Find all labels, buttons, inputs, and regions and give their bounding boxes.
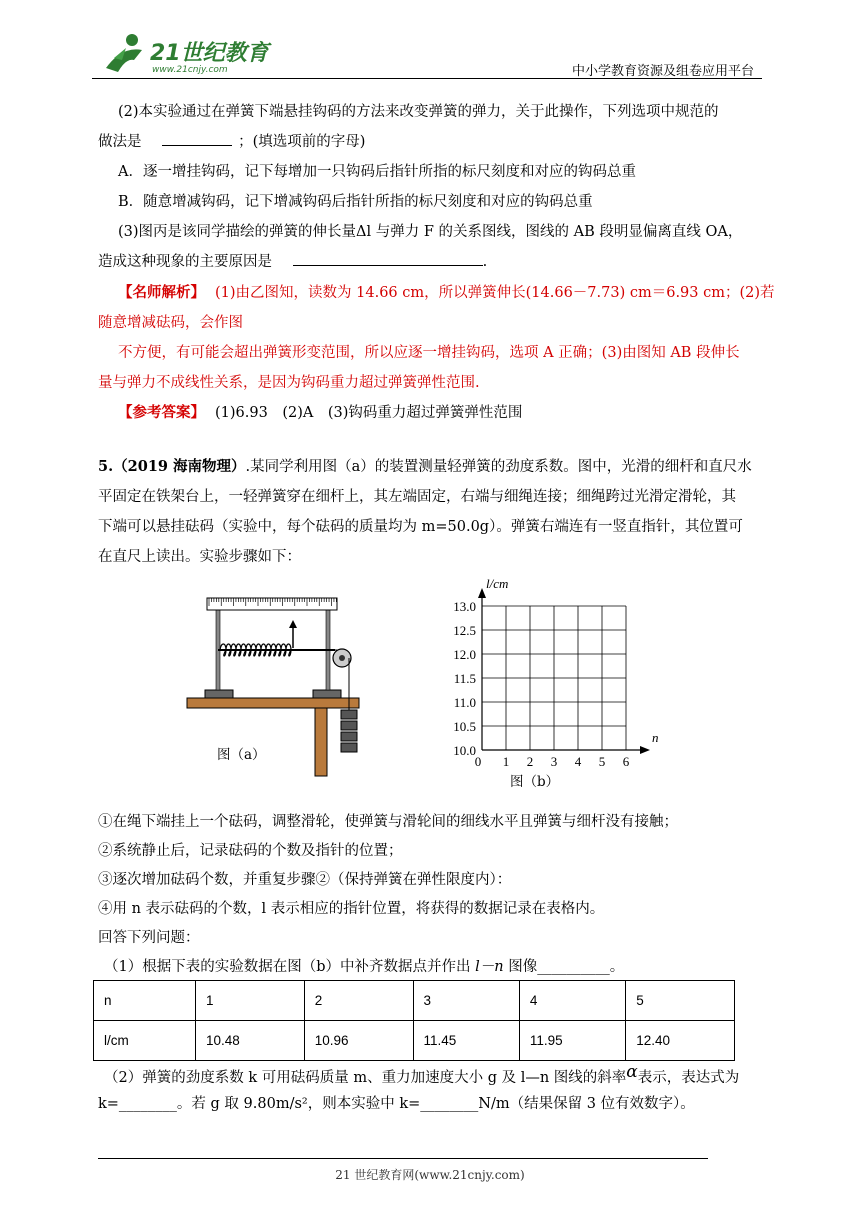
answer-prompt: 回答下列问题： (98, 930, 200, 946)
table-row-l (94, 1021, 735, 1061)
q4-answer-line (118, 401, 522, 422)
table-cell: 1 (196, 981, 305, 1021)
alpha-symbol: α (626, 1062, 638, 1082)
analysis-text-1: (1)由乙图知，读数为 14.66 cm，所以弹簧伸长(14.66－7.73) cm＝6.93 cm；(2)若 (215, 285, 775, 301)
x-axis-arrow-icon (640, 746, 650, 754)
header-divider (92, 78, 762, 79)
q5-q1-text: （1）根据下表的实验数据在图（b）中补齐数据点并作出 (104, 959, 471, 975)
analysis-tag: 【名师解析】 (118, 284, 205, 301)
y-tick-label: 10.0 (453, 743, 476, 758)
q4-part2-answer-blank[interactable] (162, 145, 232, 146)
q4-option-a: A．逐一增挂钩码，记下每增加一只钩码后指针所指的标尺刻度和对应的钩码总重 (118, 164, 636, 180)
x-tick-label: 1 (502, 754, 510, 769)
y-tick-label: 11.5 (453, 671, 476, 686)
x-tick-label: 2 (526, 754, 534, 769)
table-cell: 3 (413, 981, 519, 1021)
q4-part3-answer-blank[interactable] (293, 265, 483, 266)
y-tick-label: 10.5 (453, 719, 476, 734)
table-cell: 5 (626, 981, 735, 1021)
x-tick-label: 5 (598, 754, 606, 769)
q5-q1-end: 图像__________。 (508, 959, 625, 975)
q4-part3-line1: (3)图丙是该同学描绘的弹簧的伸长量Δl 与弹力 F 的关系图线，图线的 AB 段明显偏离直线 OA， (118, 224, 743, 240)
table-cell: n (94, 981, 196, 1021)
y-tick-label: 12.5 (453, 623, 476, 638)
runner-logo-icon (92, 28, 272, 78)
x-tick-label: 0 (474, 754, 482, 769)
q5-line4: 在直尺上读出。实验步骤如下： (98, 549, 301, 565)
q5-number: 5.（2019 海南物理） (98, 458, 246, 475)
y-axis-label: l/cm (486, 576, 509, 591)
logo-url: www.21cnjy.com (152, 65, 228, 75)
table-cell: 10.48 (196, 1021, 305, 1061)
footer-link[interactable]: 21 世纪教育网(www.21cnjy.com) (335, 1168, 525, 1182)
x-tick-label: 6 (622, 754, 630, 769)
q5-q1-expr: l－n (475, 959, 504, 975)
y-axis-arrow-icon (478, 588, 486, 598)
table-cell: 11.45 (413, 1021, 519, 1061)
step-4: ④用 n 表示砝码的个数，l 表示相应的指针位置，将获得的数据记录在表格内。 (98, 901, 605, 917)
y-tick-label: 12.0 (453, 647, 476, 662)
q5-text-1: .某同学利用图（a）的装置测量轻弹簧的劲度系数。图中，光滑的细杆和直尺水 (245, 459, 752, 475)
chart-grid (482, 606, 626, 750)
q4-analysis-line3: 不方便，有可能会超出弹簧形变范围，所以应逐一增挂钩码，选项 A 正确；(3)由图知 AB 段伸长 (118, 345, 740, 361)
x-axis-label: n (652, 730, 659, 745)
header-platform-text: 中小学教育资源及组卷应用平台 (571, 64, 754, 79)
figure-a-caption: 图（a） (217, 747, 266, 763)
q4-analysis-line1 (118, 281, 775, 302)
q4-part3-prefix: 造成这种现象的主要原因是 (98, 254, 272, 270)
table-cell: 2 (304, 981, 413, 1021)
table-cell: 4 (519, 981, 625, 1021)
answer-tag: 【参考答案】 (118, 404, 205, 421)
step-2: ②系统静止后，记录砝码的个数及指针的位置； (98, 843, 403, 859)
q5-line3: 下端可以悬挂砝码（实验中，每个砝码的质量均为 m=50.0g）。弹簧右端连有一竖直指针，其位置可 (98, 519, 743, 535)
q4-part2-prefix: 做法是 (98, 134, 142, 150)
figure-b-chart (440, 572, 670, 792)
q5-line1 (98, 455, 752, 476)
step-3: ③逐次增加砝码个数，并重复步骤②（保持弹簧在弹性限度内）： (98, 872, 512, 888)
q5-line2: 平固定在铁架台上，一轻弹簧穿在细杆上，其左端固定，右端与细绳连接；细绳跨过光滑定滑轮，其 (98, 489, 736, 505)
site-logo[interactable] (92, 28, 272, 82)
q4-analysis-line4: 量与弹力不成线性关系，是因为钩码重力超过弹簧弹性范围. (98, 375, 480, 391)
q4-part3-line2: 造成这种现象的主要原因是 . (98, 254, 488, 270)
answer-text: (1)6.93 (2)A (3)钩码重力超过弹簧弹性范围 (215, 405, 523, 421)
table-cell: l/cm (94, 1021, 196, 1061)
q5-question-2-line1 (104, 1062, 739, 1087)
q5-q2-text: （2）弹簧的劲度系数 k 可用砝码质量 m、重力加速度大小 g 及 l—n 图线的斜率 (104, 1070, 627, 1086)
footer-divider (98, 1158, 708, 1159)
q5-question-2-line2: k=________。若 g 取 9.80m/s²，则本实验中 k=________N/m（结果保留 3 位有效数字）。 (98, 1096, 695, 1112)
table-cell: 10.96 (304, 1021, 413, 1061)
table-cell: 11.95 (519, 1021, 625, 1061)
logo-text: 21世纪教育 (150, 41, 269, 66)
q4-analysis-line2: 随意增减砝码，会作图 (98, 315, 243, 331)
q4-part2-suffix: ；(填选项前的字母) (238, 134, 366, 150)
chart-axes (478, 588, 650, 754)
table-row-n (94, 981, 735, 1021)
q5-question-1 (104, 955, 624, 976)
q4-option-b: B．随意增减钩码，记下增减钩码后指针所指的标尺刻度和对应的钩码总重 (118, 194, 593, 210)
table-cell: 12.40 (626, 1021, 735, 1061)
q5-q2-text-b: 表示，表达式为 (637, 1070, 740, 1086)
figure-b-caption: 图（b） (510, 774, 560, 790)
x-tick-label: 3 (550, 754, 558, 769)
q4-part2-line1: (2)本实验通过在弹簧下端悬挂钩码的方法来改变弹簧的弹力，关于此操作，下列选项中规范的 (118, 104, 719, 120)
x-tick-label: 4 (574, 754, 582, 769)
data-table (93, 980, 735, 1061)
figure-a-apparatus (185, 590, 385, 784)
y-tick-label: 13.0 (453, 599, 476, 614)
step-1: ①在绳下端挂上一个砝码，调整滑轮，使弹簧与滑轮间的细线水平且弹簧与细杆没有接触； (98, 814, 678, 830)
q4-part2-line2 (98, 130, 365, 151)
y-tick-label: 11.0 (453, 695, 476, 710)
